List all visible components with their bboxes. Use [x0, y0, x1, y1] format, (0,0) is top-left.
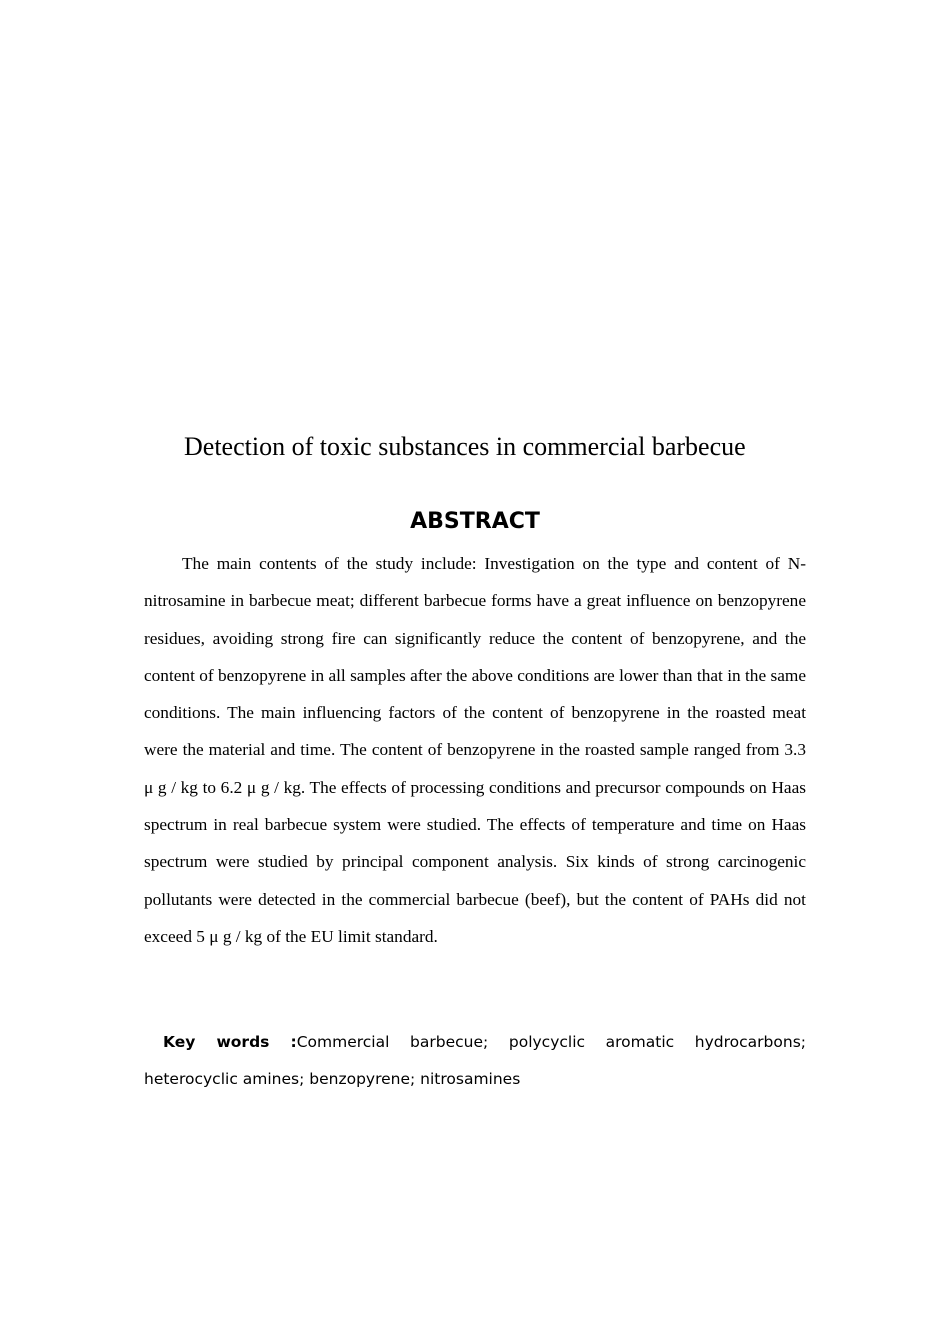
abstract-heading: ABSTRACT	[410, 509, 540, 534]
abstract-body: The main contents of the study include: Investigation on the type and content of N-nitrosamine in barbecue meat; different barbecue forms have a great influence on benzopyrene residues, avoiding strong fire can significantly reduce the content of benzopyrene, and the content of benzopyrene in all samples after the above conditions are lower than that in the same conditions. The main influencing factors of the content of benzopyrene in the roasted meat were the material and time. The content of benzopyrene in the roasted sample ranged from 3.3 μ g / kg to 6.2 μ g / kg. The effects of processing conditions and precursor compounds on Haas spectrum in real barbecue system were studied. The effects of temperature and time on Haas spectrum were studied by principal component analysis. Six kinds of strong carcinogenic pollutants were detected in the commercial barbecue (beef), but the content of PAHs did not exceed 5 μ g / kg of the EU limit standard.	[144, 554, 806, 946]
keywords-text: Commercial barbecue; polycyclic aromatic hydrocarbons; heterocyclic amines; benzopyrene; nitrosamines	[144, 1033, 806, 1089]
keywords-label: Key words :	[163, 1033, 297, 1051]
keywords-paragraph	[144, 1024, 806, 1099]
paper-title: Detection of toxic substances in commercial barbecue	[184, 432, 746, 461]
